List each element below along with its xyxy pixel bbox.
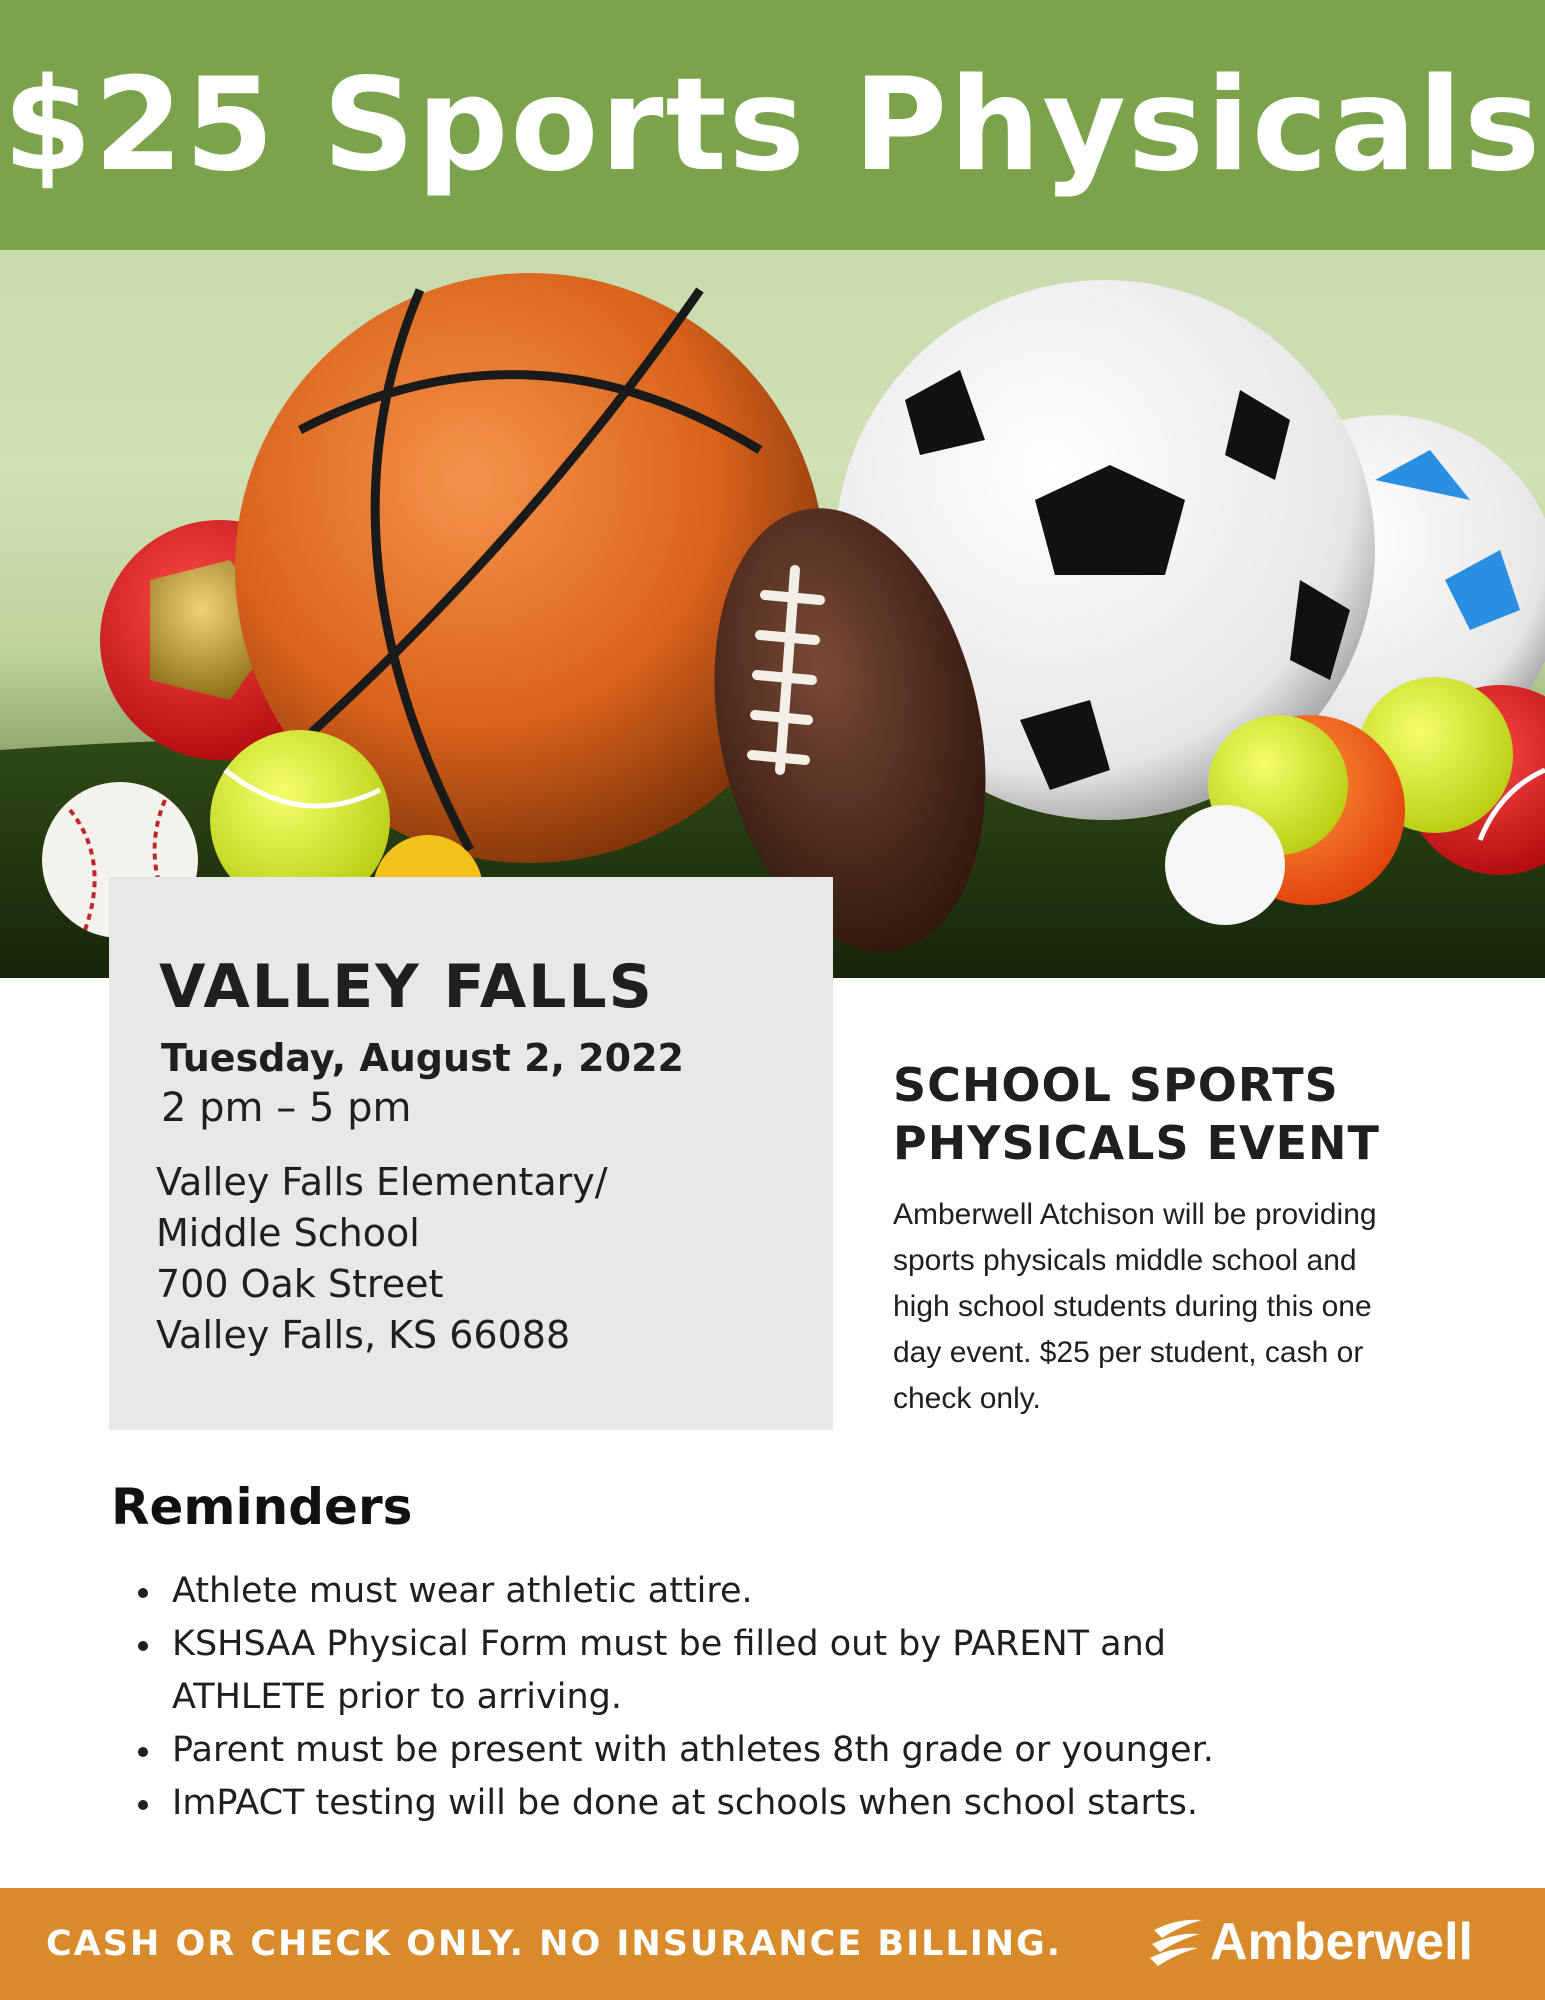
logo-wordmark: Amberwell bbox=[1210, 1913, 1473, 1971]
list-item bbox=[130, 1618, 1370, 1724]
bullet-icon bbox=[138, 1800, 148, 1810]
description-line: check only. bbox=[893, 1382, 1041, 1415]
amberwell-logo bbox=[1148, 1912, 1473, 1972]
reminder-line: Athlete must wear athletic attire. bbox=[172, 1571, 753, 1611]
sports-balls-photo bbox=[0, 250, 1545, 978]
footer-bar bbox=[0, 1888, 1545, 2000]
event-date: Tuesday, August 2, 2022 bbox=[161, 1036, 684, 1080]
reminder-line: Parent must be present with athletes 8th grade or younger. bbox=[172, 1730, 1214, 1770]
amberwell-logo-icon bbox=[1148, 1916, 1204, 1968]
list-item bbox=[130, 1724, 1370, 1777]
reminders-list bbox=[130, 1565, 1370, 1830]
city-heading: VALLEY FALLS bbox=[159, 952, 654, 1022]
payment-note: CASH OR CHECK ONLY. NO INSURANCE BILLING. bbox=[46, 1924, 1063, 1964]
event-address bbox=[156, 1157, 608, 1361]
reminder-line: KSHSAA Physical Form must be filled out by PARENT and bbox=[172, 1624, 1167, 1664]
list-item bbox=[130, 1777, 1370, 1830]
header-banner bbox=[0, 0, 1545, 250]
reminder-line: ATHLETE prior to arriving. bbox=[172, 1677, 622, 1717]
list-item bbox=[130, 1565, 1370, 1618]
location-box bbox=[109, 877, 833, 1430]
address-line: Middle School bbox=[156, 1211, 420, 1255]
description-line: sports physicals middle school and bbox=[893, 1244, 1357, 1277]
event-time: 2 pm – 5 pm bbox=[161, 1085, 412, 1131]
bullet-icon bbox=[138, 1747, 148, 1757]
event-heading-line: SCHOOL SPORTS bbox=[893, 1058, 1339, 1112]
event-description bbox=[893, 1192, 1473, 1422]
bullet-icon bbox=[138, 1641, 148, 1651]
event-heading bbox=[893, 1056, 1380, 1172]
address-line: Valley Falls, KS 66088 bbox=[156, 1313, 571, 1357]
description-line: high school students during this one bbox=[893, 1290, 1372, 1323]
event-heading-line: PHYSICALS EVENT bbox=[893, 1116, 1380, 1170]
bullet-icon bbox=[138, 1588, 148, 1598]
reminders-heading: Reminders bbox=[111, 1478, 413, 1536]
address-line: Valley Falls Elementary/ bbox=[156, 1160, 608, 1204]
address-line: 700 Oak Street bbox=[156, 1262, 444, 1306]
page-title: $25 Sports Physicals bbox=[2, 50, 1543, 200]
description-line: day event. $25 per student, cash or bbox=[893, 1336, 1364, 1369]
description-line: Amberwell Atchison will be providing bbox=[893, 1198, 1377, 1231]
reminder-line: ImPACT testing will be done at schools when school starts. bbox=[172, 1783, 1199, 1823]
